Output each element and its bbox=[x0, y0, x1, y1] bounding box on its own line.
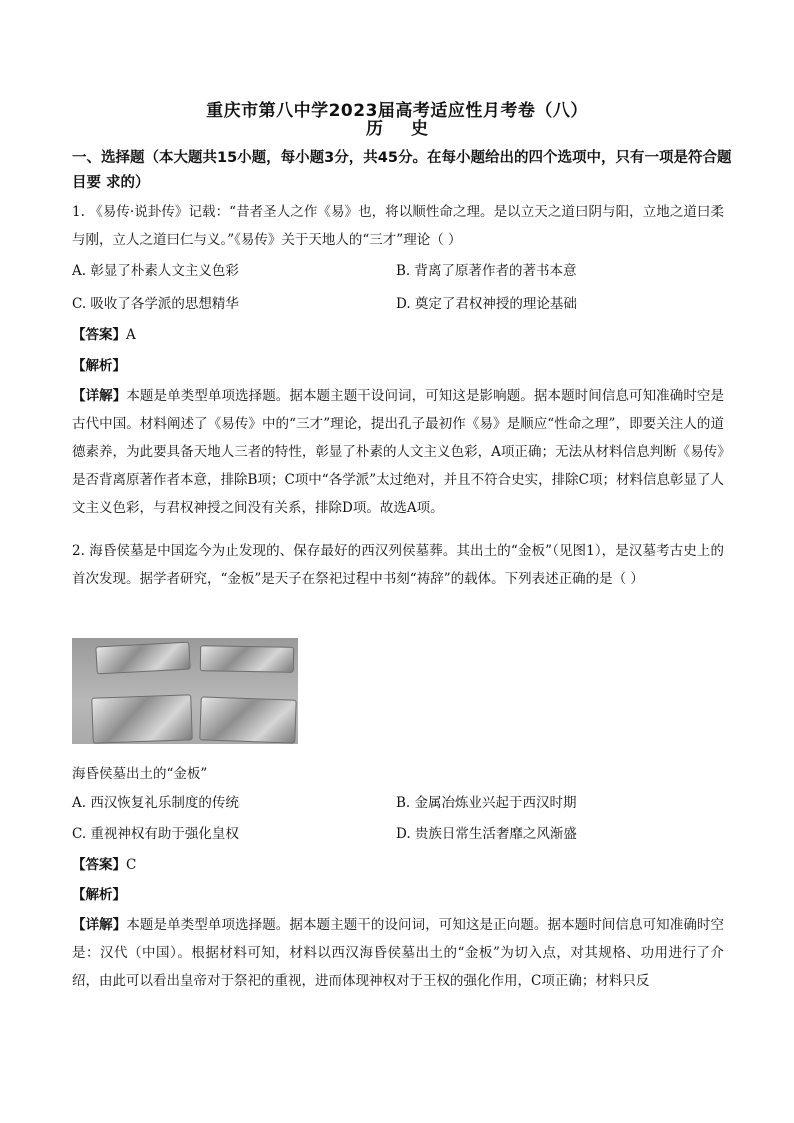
section-heading: 一、选择题（本大题共15小题，每小题3分，共45分。在每小题给出的四个选项中，只有一项是符合题目要 求的） bbox=[72, 150, 732, 191]
q2-option-b: B. 金属冶炼业兴起于西汉时期 bbox=[396, 795, 577, 811]
q2-stem: 2. 海昏侯墓是中国迄今为止发现的、保存最好的西汉列侯墓葬。其出土的“金板”（见图1），是汉墓考古史上的首次发现。据学者研究，“金板”是天子在祭祀过程中书刻“祷辞”的载体。下列表述正确的是（ ） bbox=[72, 543, 724, 587]
q1-answer-value: A bbox=[126, 327, 136, 343]
gold-plate-1 bbox=[95, 642, 190, 675]
q2-detail-label: 【详解】 bbox=[72, 917, 127, 933]
q1-answer-label: 【答案】 bbox=[72, 327, 126, 343]
q2-detail-text: 本题是单类型单项选择题。据本题主题干的设问词，可知这是正向题。据本题时间信息可知准确时空是：汉代（中国）。根据材料可知，材料以西汉海昏侯墓出土的“金板”为切入点，对其规格、功用进行了介绍，由此可以看出皇帝对于祭祀的重视，进而体现神权对于王权的强化作用，C项正确；材料只反 bbox=[72, 917, 725, 989]
page-title: 重庆市第八中学2023届高考适应性月考卷（八） bbox=[206, 101, 588, 121]
q2-answer-value: C bbox=[126, 857, 137, 873]
q1-option-d: D. 奠定了君权神授的理论基础 bbox=[396, 296, 577, 312]
gold-plate-3 bbox=[91, 694, 193, 743]
gold-plate-4 bbox=[199, 696, 296, 743]
q1-option-a: A. 彰显了朴素人文主义色彩 bbox=[72, 263, 239, 279]
q1-analysis-label: 【解析】 bbox=[72, 358, 126, 374]
q2-analysis-label: 【解析】 bbox=[72, 887, 126, 903]
q1-detail bbox=[72, 382, 724, 522]
q2-answer bbox=[72, 855, 136, 875]
q1-answer bbox=[72, 325, 136, 345]
subject-heading bbox=[0, 114, 794, 139]
subject-char-2: 史 bbox=[411, 119, 428, 139]
q1-detail-label: 【详解】 bbox=[72, 388, 127, 404]
gold-plate-2 bbox=[200, 645, 294, 673]
q2-detail bbox=[72, 911, 724, 995]
q2-option-d: D. 贵族日常生活奢靡之风渐盛 bbox=[396, 826, 577, 842]
q1-detail-text: 本题是单类型单项选择题。据本题主题干设问词，可知这是影响题。据本题时间信息可知准确时空是古代中国。材料阐述了《易传》中的“三才”理论，提出孔子最初作《易》是顺应“性命之理”，即要关注人的道德素养，为此要具备天地人三者的特性，彰显了朴素的人文主义色彩，A项正确；无法从材料信息判断《易传》是否背离原著作者本意，排除B项；C项中“各学派”太过绝对，并且不符合史实，排除C项；材料信息彰显了人文主义色彩，与君权神授之间没有关系，排除D项。故选A项。 bbox=[72, 388, 725, 516]
q2-option-c: C. 重视神权有助于强化皇权 bbox=[72, 826, 239, 842]
q1-option-b: B. 背离了原著作者的著书本意 bbox=[396, 263, 577, 279]
subject-char-1: 历 bbox=[366, 119, 383, 139]
photo-caption: 海昏侯墓出土的“金板” bbox=[72, 766, 208, 782]
q1-option-c: C. 吸收了各学派的思想精华 bbox=[72, 296, 239, 312]
q2-answer-label: 【答案】 bbox=[72, 857, 126, 873]
q1-stem: 1. 《易传·说卦传》记载：“昔者圣人之作《易》也，将以顺性命之理。是以立天之道曰阴与阳，立地之道曰柔与刚，立人之道曰仁与义。”《易传》关于天地人的“三才”理论（ ） bbox=[72, 204, 724, 248]
gold-plates-photo bbox=[72, 638, 298, 744]
q2-option-a: A. 西汉恢复礼乐制度的传统 bbox=[72, 795, 239, 811]
